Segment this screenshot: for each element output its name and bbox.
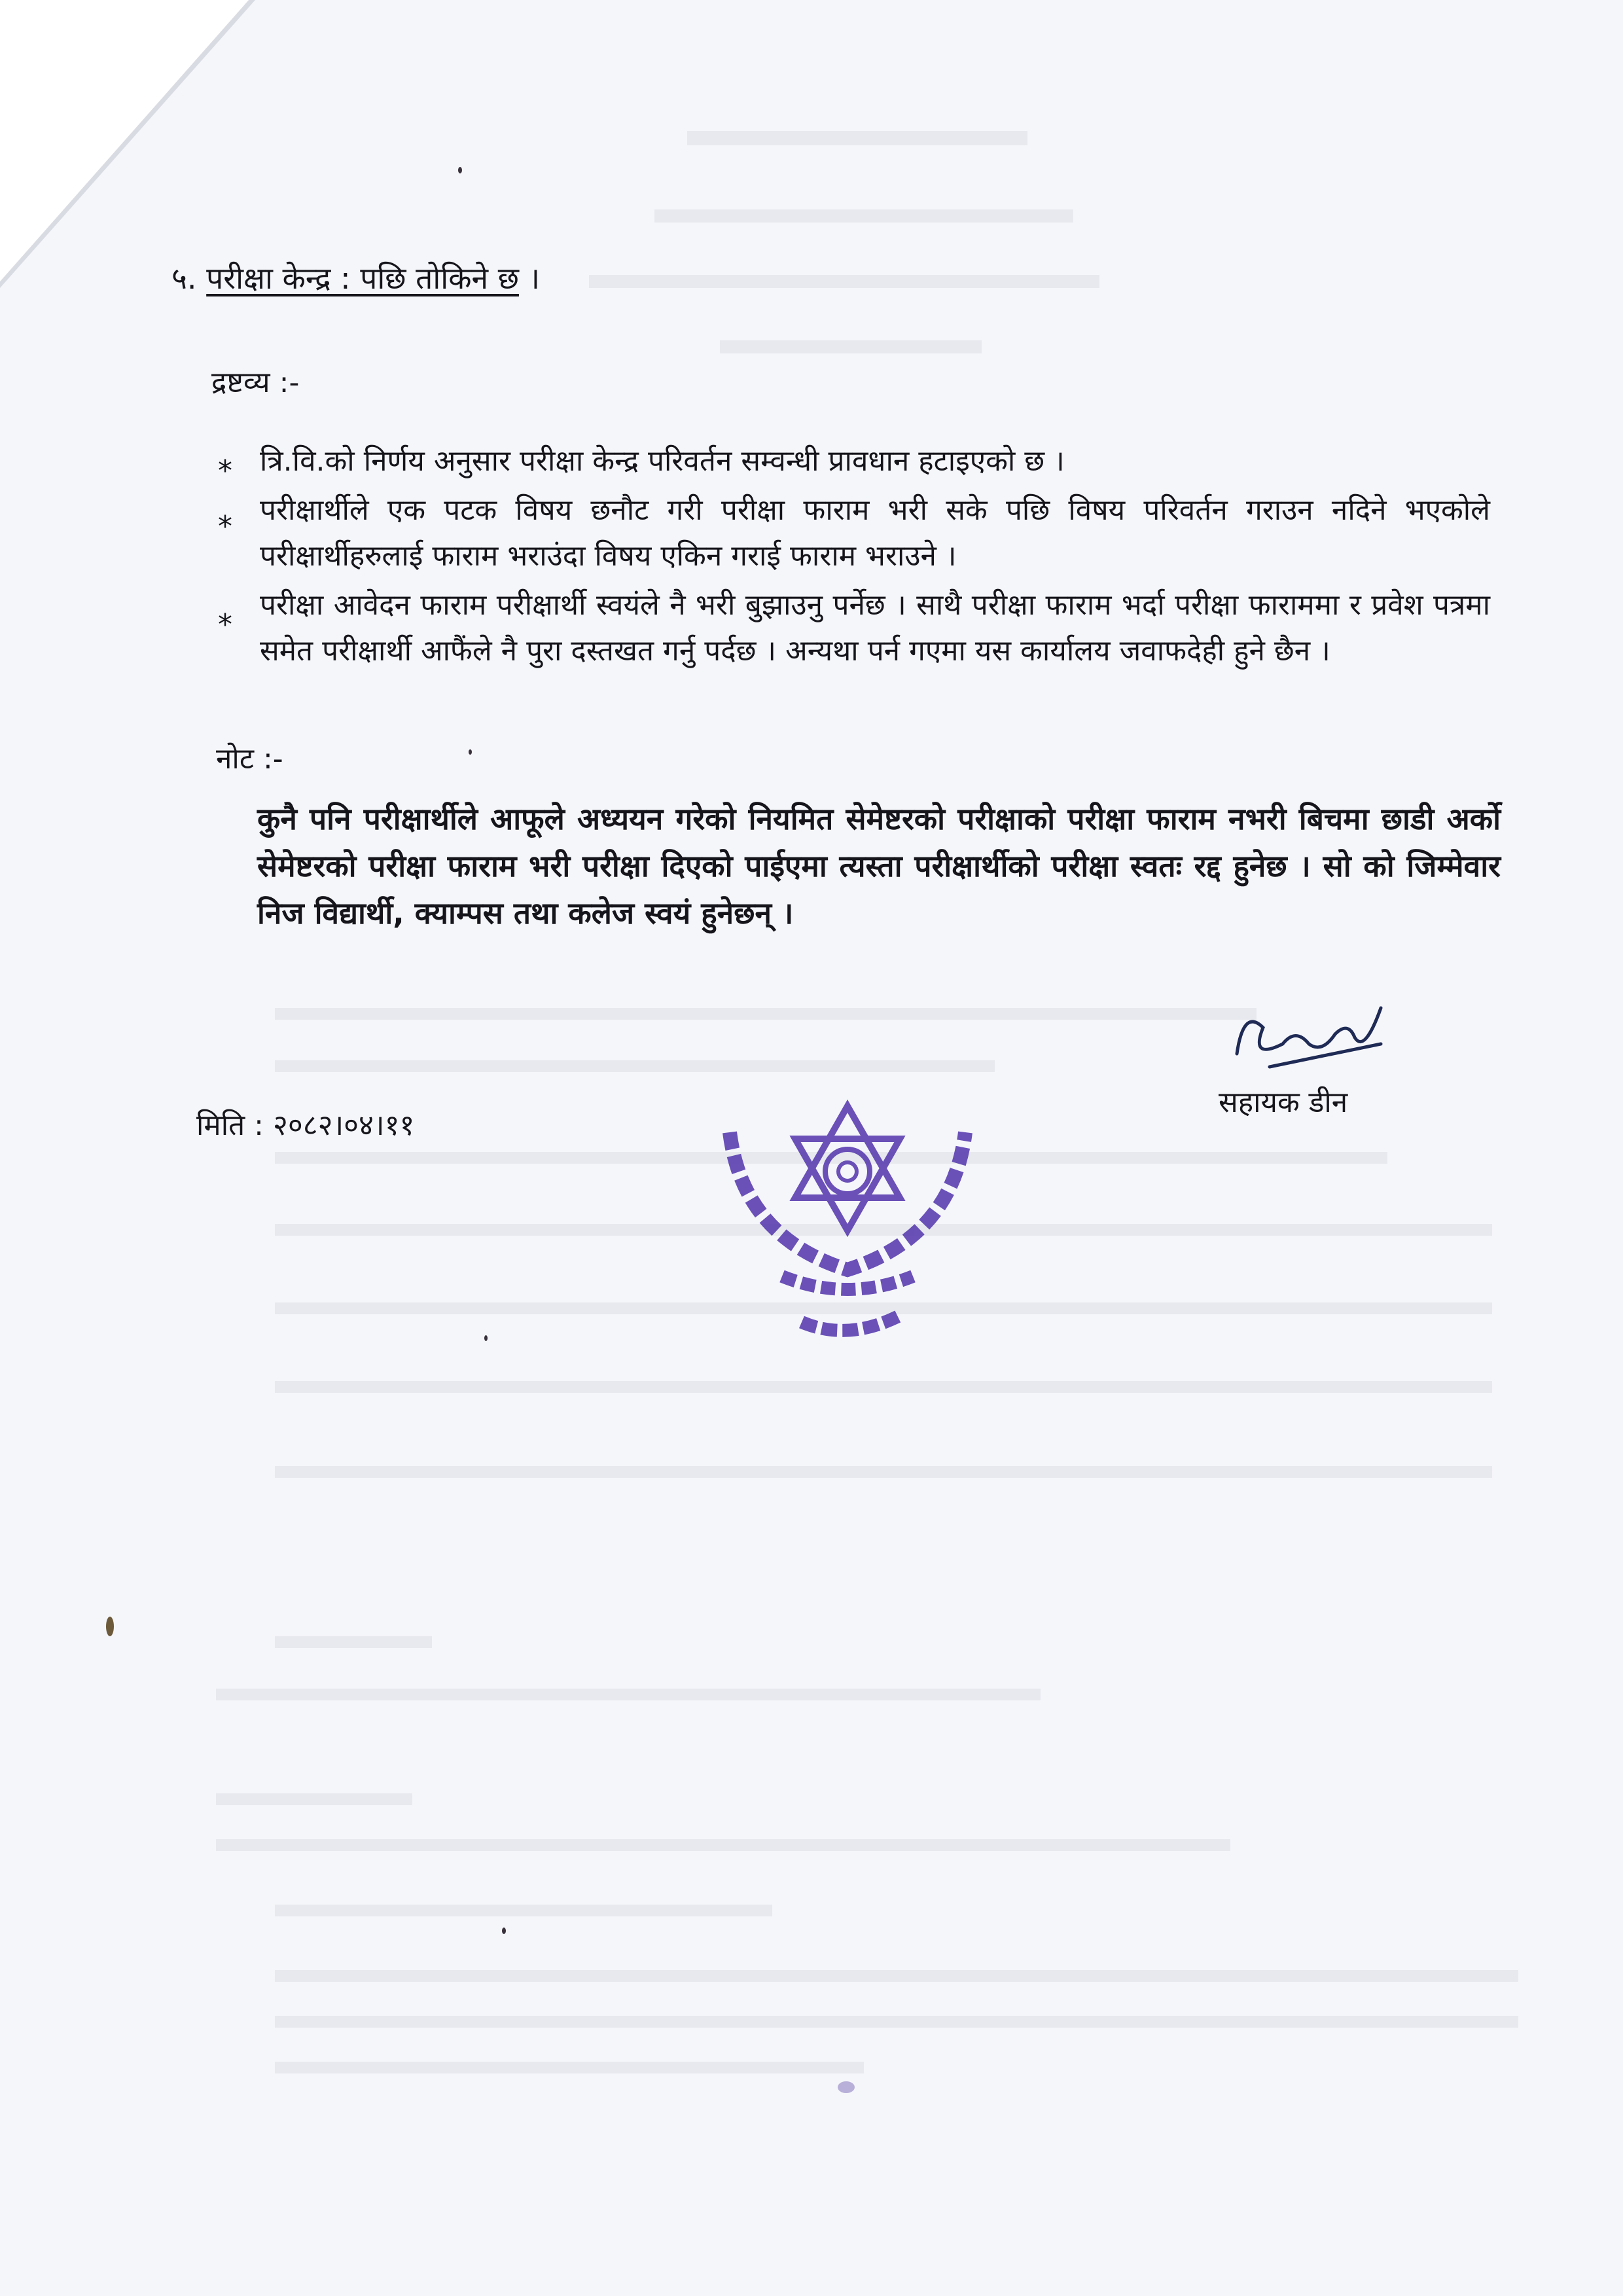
date-line: मिति : २०८२।०४।११ xyxy=(196,1109,415,1142)
office-seal-stamp xyxy=(704,1073,991,1361)
section-label: परीक्षा केन्द्र : पछि तोकिने छ xyxy=(206,260,519,296)
bullet-marker: * xyxy=(218,454,232,488)
notes-heading: द्रष्टव्य :- xyxy=(211,366,300,399)
scan-speck xyxy=(106,1617,114,1636)
scan-speck xyxy=(458,167,462,173)
scan-speck xyxy=(484,1335,488,1341)
note-heading: नोट :- xyxy=(216,742,283,776)
handwritten-signature xyxy=(1224,982,1407,1080)
exam-center-heading xyxy=(171,259,540,298)
section-end: । xyxy=(528,260,541,296)
scan-speck xyxy=(469,749,472,755)
bullet-text-2: परीक्षार्थीले एक पटक विषय छनौट गरी परीक्षा फाराम भरी सके पछि विषय परिवर्तन गराउन नदिने भएकोले परीक्षार्थीहरुलाई फाराम भराउंदा विषय एकिन गराई फाराम भराउने । xyxy=(260,493,1490,573)
signatory-title: सहायक डीन xyxy=(1219,1086,1348,1119)
bullet-marker: * xyxy=(218,510,232,543)
section-number: ५. xyxy=(171,260,197,296)
bullet-text-1: त्रि.वि.को निर्णय अनुसार परीक्षा केन्द्र परिवर्तन सम्वन्धी प्रावधान हटाइएको छ । xyxy=(260,444,1065,478)
bullet-text-3: परीक्षा आवेदन फाराम परीक्षार्थी स्वयंले नै भरी बुझाउनु पर्नेछ । साथै परीक्षा फाराम भर्दा परीक्षा फाराममा र प्रवेश पत्रमा समेत परीक्षार्थी आफैंले नै पुरा दस्तखत गर्नु पर्दछ । अन्यथा पर्न गएमा यस कार्यालय जवाफदेही हुने छैन । xyxy=(260,588,1490,668)
scan-speck xyxy=(502,1928,506,1934)
bullet-marker: * xyxy=(218,608,232,641)
stamp-smudge xyxy=(838,2081,855,2093)
note-paragraph: कुनै पनि परीक्षार्थीले आफूले अध्ययन गरेको नियमित सेमेष्टरको परीक्षाको परीक्षा फाराम नभरी बिचमा छाडी अर्को सेमेष्टरको परीक्षा फाराम भरी परीक्षा दिएको पाईएमा त्यस्ता परीक्षार्थीको परीक्षा स्वतः रद्द हुनेछ । सो को जिम्मेवार निज विद्यार्थी, क्याम्पस तथा कलेज स्वयं हुनेछन् । xyxy=(257,801,1501,931)
